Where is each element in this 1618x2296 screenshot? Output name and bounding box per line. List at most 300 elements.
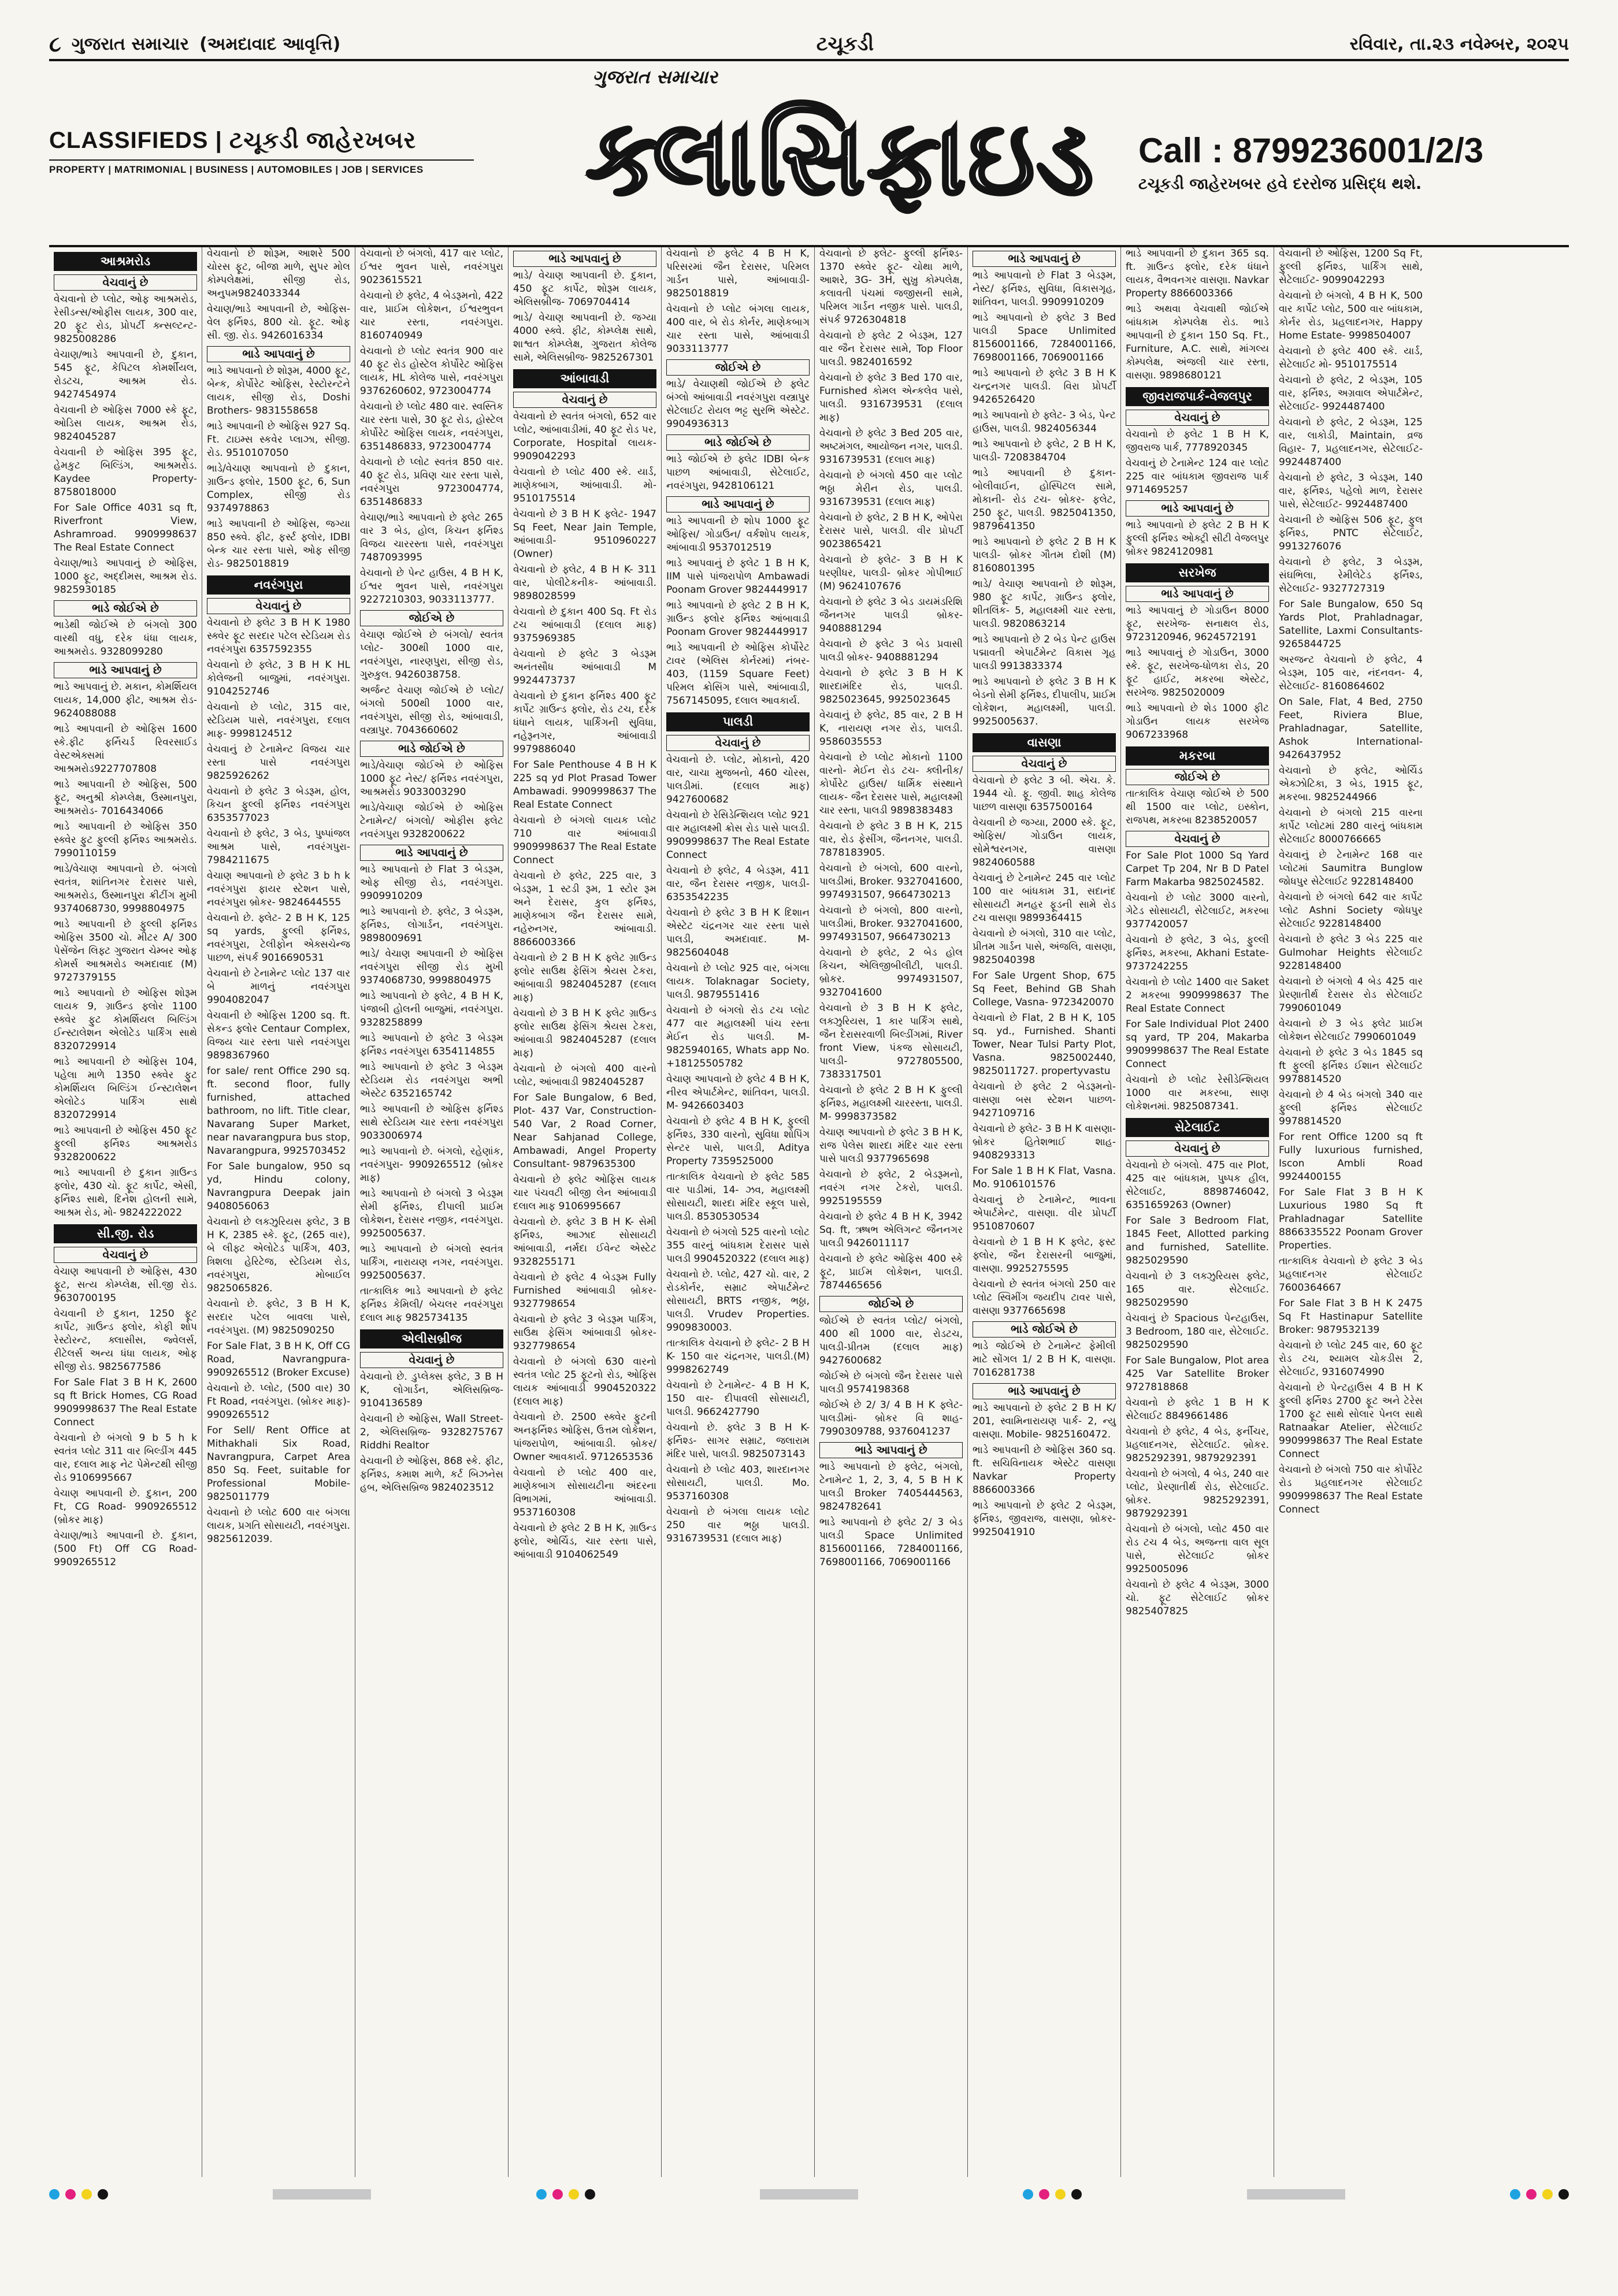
classified-ad: વેચવાનું છે ટેનામેન્ટ, ભાવના એપાર્ટમેન્ટ, વાસણા. વીર પ્રોપર્ટી 9510870607 (973, 1194, 1116, 1232)
classified-ad: વેચવાનો છે બંગલો 215 વારના કાર્પેટ પ્લોટમાં 280 વારનું બાંધકામ સેટેલાઈટ 8000766665 (1279, 807, 1423, 845)
classified-ad: વેચવાનો છે બંગલો લાયક પ્લોટ 710 વાર આંબાવાડી 9909998637 The Real Estate Connect (513, 815, 656, 866)
classified-ad: વેચવાનો છે ફ્લેટ 4 B H K, ફુલ્લી ફર્નિશ્ડ, 330 વારનો, સુવિધા શોપિંગ સેન્ટર પાસે, પાલડી, Aditya Property 7359525000 (666, 1116, 810, 1167)
classified-ad: વેચવાનો છે પ્લોટ, ઓફ આશ્રમરોડ, રેસીડન્સ/ઓફીસ લાયક, 300 વાર, 20 ફૂટ રોડ, પ્રોપર્ટી ક્ન્સલ્ટન્ટ- 9825008286 (54, 293, 197, 345)
magenta-dot (1039, 2189, 1049, 2200)
classified-ad: વેચવાનો છે ફ્લેટ 3 બેડ 225 વાર Gulmohar Heights સેટેલાઈટ 9228148400 (1279, 934, 1423, 972)
classified-ad: વેચવાનો છે. ફ્લેટ, 3 B H K, સરદાર પટેલ બાવલા પાસે, નવરંગપુરા. (M) 9825090250 (207, 1298, 350, 1336)
classified-ad: વેચવાનો છે બંગલો 750 વાર કોર્પોરેટ રોડ પ્રહલાદનગર સેટેલાઈટ 9909998637 The Real Estate Connect (1279, 1464, 1423, 1515)
classified-ad: વેચવાનો છે બંગલો, 310 વાર પ્લોટ, પ્રીતમ ગાર્ડન પાસે, અંજલિ, વાસણા, 9825040398 (973, 928, 1116, 966)
classified-ad: વેચાણ આપવાનો છે ફ્લેટ 4 B H K, નીરવ એપાર્ટમેન્ટ, શાંતિવન, પાલડી. M- 9426603403 (666, 1073, 810, 1112)
classified-ad: ભાડે આપવાની છે દુકાન ગ્રાઉન્ડ ફ્લોર, 430 ચો. ફૂટ કાર્પેટ, એસી, ફર્નિશ્ડ સાથે, દિનેશ હોલની સામે, આશ્રમ રોડ, મો- 9824222022 (54, 1167, 197, 1218)
classified-ad: વેચવાનો છે. ફ્લેટ 3 B H K- સેમી ફર્નિશ્ડ, આઝાદ સોસાયટી આંબાવાડી, નર્મદા ઈવેન્ટ એસ્ટેટ 9328255171 (513, 1216, 656, 1268)
category-subheading: ભાડે આપવાનું છે (973, 251, 1116, 267)
classified-ad: ભાડે આપવાનો છે ફ્લેટ 2 B H K ફુલ્લી ફર્નિશ્ડ ઓક્ટ્રી સીટી વેજલપુર બ્રોકર 9824120981 (1126, 519, 1269, 558)
category-subheading: ભાડે જોઈએ છે (360, 741, 503, 757)
locality-heading: નવરંગપુરા (207, 575, 350, 595)
classified-ad: વેચવાનો છે ફ્લેટ 4 B H K, પરિસરમાં જૈન દેરાસર, પરિમલ ગાર્ડન પાસે, આંબાવાડી- 9825018819 (666, 248, 810, 299)
classified-ad: ભાડે આપવાનો છે ફ્લેટ 2 B H K/ 201, સ્વામિનારાયણ પાર્ક- 2, ન્યુ વાસણા. Mobile- 9825160472. (973, 1402, 1116, 1440)
color-registration-dots-mid-right (1023, 2189, 1082, 2200)
classified-ad: વેચવાનો છે ફ્લેટ- ફુલ્લી ફર્નિશ્ડ- 1370 સ્ક્વેર ફૂટ- ચોથા માળે, આશરે, 3G- 3H, સુખ્રુ કોમ્પલેક્ષ, કલાવતી પંચમાં જજીસની સામે, પરિમલ ગાર્ડન નજીક પાસે. પાલડી, સંપર્ક 9726304818 (819, 248, 963, 326)
classified-ad: ભાડે/વેચાણ જોઈએ છે ઓફિસ ટેનામેન્ટ/ બંગલો/ ઓફીસ ફ્લેટ નવરંગપુરા 9328200622 (360, 802, 503, 840)
classified-ad: ભાડે/ વેચાણથી જોઈએ છે ફ્લેટ બંગ્લો આંબાવાડી નવરંગપુરા વસ્ત્રાપુર સેટેલાઈટ રોયલ ભટ્ટ સુરભિ એસ્ટેટ. 9904936313 (666, 378, 810, 430)
classified-ad: For Sale Office 4031 sq ft, Riverfront View, Ashramroad. 9909998637 The Real Estate Connect (54, 502, 197, 553)
classified-ad: વેચવાનો છે ફ્લેટ- 3 B H K વાસણા- બ્રોકર હિતેશભાઈ શાહ- 9408293313 (973, 1123, 1116, 1161)
classified-ad: વેચવાનો છે ફ્લેટ ઓફિસ લાયક ચાર પંચવટી બીજી લેન આંબાવાડી દલાલ માફ 9106995667 (513, 1174, 656, 1212)
classified-ad: ભાડે અથવા વેચવાથી જોઈએ બાંધકામ કોમ્પલેક્ષ રોડ. ભાડે આપવાની છે દુકાન 150 Sq. Ft., Furniture, A.C. સાથે, માંગલ્ય કોમ્પલેક્ષ, અંજલી ચાર રસ્તા, વાસણા. 9898680121 (1126, 303, 1269, 381)
classified-ad: ભાડે આપવાનો છે બંગલો સ્વતંત્ર પાર્કિંગ, નારાયણ નગર, નવરંગપુરા. 9925005637. (360, 1243, 503, 1281)
gray-strip-left (273, 2189, 371, 2200)
classified-ad: વેચવાનો છે ટેનામેન્ટ પ્લોટ 137 વાર બે માળનું નવરંગપુરા 9904082047 (207, 968, 350, 1006)
classified-ad: વેચવાનો છે પ્લોટ સ્વતંત્ર 850 વાર. 40 ફૂટ રોડ, પ્રવિણ ચાર રસ્તા પાસે, નવરંગપુરા 9723004774, 6351486833 (360, 456, 503, 508)
classified-column (509, 247, 662, 2177)
classified-ad: વેચવાનો છે ફ્લેટ 3 બેડ ડાયમંડરિશિ જૈનનગર પાલડી બ્રોકર- 9408881294 (819, 596, 963, 634)
classified-ad: વેચવાનો છે ફ્લેટ 2 બેડરૂમ, 127 વાર જૈન દેરાસર સામે, Top Floor પાલડી. 9824016592 (819, 330, 963, 368)
classified-ad: વેચવાનો છે ફ્લેટ 3 બેડરૂમ પાર્કિંગ, સાઉથ ફેસિંગ આંબાવાડી બ્રોકર- 9327798654 (513, 1314, 656, 1352)
brand-name: ગુજરાત સમાચાર (592, 66, 718, 88)
classified-ad: ભાડે આપવાનો છે. બંગલો, રહેણાંક, નવરંગપુરા- 9909265512 (બ્રોકર માફ) (360, 1146, 503, 1184)
category-subheading: જોઈએ છે (819, 1296, 963, 1312)
big-title: ક્લાસિફાઇડ (586, 98, 1096, 217)
classified-ad: ભાડે આપવાનો છે ફ્લેટ 3 બેડરૂમ સ્ટેડિયમ રોડ નવરંગપુરા અભી એસ્ટેટ 6352165742 (360, 1061, 503, 1099)
classified-ad: તાત્કાલિક વેચવાનો છે ફ્લેટ- 2 B H K- 150 વાર ચંદ્રનગર, પાલડી.(M) 9998262749 (666, 1338, 810, 1376)
classified-ad: વેચવાની છે ઓફિસ 395 ફૂટ, હેમકુટ બિલ્ડિંગ, આશ્રમરોડ. Kaydee Property- 8758018000 (54, 447, 197, 498)
category-subheading: ભાડે આપવાનું છે (819, 1442, 963, 1458)
color-registration-dots-right (1510, 2189, 1569, 2200)
classified-ad: વેચવાનો છે બંગલો રોડ ટચ પ્લોટ 477 વાર મહાલક્ષ્મી પાંચ રસ્તા મેઈન રોડ પાલડી. M- 9825940165, Whats app No. +18125505782 (666, 1005, 810, 1069)
top-bar-left (49, 31, 340, 57)
classified-ad: ભાડે આપવાની છે ઓફિસ 927 Sq. Ft. ટાઇમ્સ સ્કવેર પ્લાઝા, સીજી. રોડ. 9510107050 (207, 421, 350, 459)
classified-ad: વેચવાનો છે ફ્લેટ 400 સ્કે. યાર્ડ, સેટેલાઈટ મો- 9510175514 (1279, 345, 1423, 370)
classified-ad: તાત્કાલિક વેચાણ જોઈએ છે 500 થી 1500 વાર પ્લોટ, ઇસ્કોન, રાજપથ, મકરબા 8238520057 (1126, 788, 1269, 826)
classified-ad: વેચવાનો છે ફ્લેટ 2 B H K, ગ્રાઉન્ડ ફ્લોર, ઓર્ચિડ, ચાર રસ્તા પાસે, આંબાવાડી 9104062549 (513, 1522, 656, 1561)
classified-ad: ભાડે આપવાનો છે ફ્લેટ, બંગલો, ટેનામેન્ટ 1, 2, 3, 4, 5 B H K પાલડી Broker 7405444563, 9824782641 (819, 1461, 963, 1513)
category-subheading: વેચવાનું છે (1126, 410, 1269, 426)
category-subheading: ભાડે આપવાનું છે (1126, 586, 1269, 602)
classified-ad: વેચવાનું છે ફ્લેટ, 85 વાર, 2 B H K, નારાયણ નગર રોડ, પાલડી. 9586035553 (819, 709, 963, 748)
classified-ad: ભાડે આપવાનો છે શેડ 1000 ફીટ ગોડાઉન લાયક સરખેજ 9067233968 (1126, 703, 1269, 741)
classifieds-label (49, 128, 474, 154)
classified-ad: વેચવાનો છે. પ્લોટ, મોકાનો, 420 વાર, ચાચા મુજબનો, 460 ચોરસ, પાલડીમાં. (દલાલ માફ) 9427600682 (666, 754, 810, 805)
classified-ad: વેચવાનો છે ફ્લેટ- 3 B H K ધરણીધર, પાલડી- બ્રોકર ગોપીભાઈ (M) 9624107676 (819, 554, 963, 592)
classified-ad: ભાડે આપવાની છે દુકાન 365 sq. ft. ગ્રાઉન્ડ ફ્લોર, દરેક ધંધાને લાયક, વૈભવનગર વાસણા. Navkar Property 8866003366 (1126, 248, 1269, 299)
classified-ad: ભાડે આપવાનું છે ગોડાઉન 8000 ફૂટ, સરખેજ- સનાથલ રોડ, 9723120946, 9624572191 (1126, 605, 1269, 643)
classified-ad: વેચવાનો છે ફ્લેટ 1 B H K, જીવરાજ પાર્ક, 7778920345 (1126, 429, 1269, 454)
classifieds-label-block (49, 128, 474, 176)
classified-ad: વેચવાનો છે પેન્ટ હાઉસ, 4 B H K, ઈશ્વર ભુવન પાસે, નવરંગપુરા 9227210303, 9033113777. (360, 567, 503, 605)
classified-ad: તાત્કાલિક વેચવાનો છે ફ્લેટ 3 બેડ પ્રહલાદનગર સેટેલાઈટ 7600364667 (1279, 1255, 1423, 1294)
classified-ad: ભાડે/ વેચાણ આપવાનો છે શોરૂમ, 980 ફૂટ કાર્પેટ, ગ્રાઉન્ડ ફ્લોર, શીતલિંક- 5, મહાલક્ષ્મી ચાર રસ્તા, પાલડી. 9820863214 (973, 578, 1116, 630)
classified-ad: વેચવાનો છે બંગલા લાયક પ્લોટ 250 વાર ભઠ્ઠા પાલડી. 9316739531 (દલાલ માફ) (666, 1506, 810, 1544)
classified-ad: For Sale Plot 1000 Sq Yard Carpet Tp 204, Nr B D Patel Farm Makarba 9825024582. (1126, 850, 1269, 888)
category-subheading: ભાડે આપવાનું છે (360, 845, 503, 861)
classified-ad: ભાડે આપવાની છે ઓફિસ, જગ્યા 850 સ્ક્વે. ફીટ, ફર્સ્ટ ફ્લોર, IDBI બેન્ક ચાર રસ્તા પાસે, ઓફ સીજી રોડ- 9825018819 (207, 518, 350, 570)
classified-ad: ભાડે આપવાનો છે ફ્લેટ, 4 B H K, પંજાબી હોલની બાજુમાં, નવરંગપુરા. 9328258899 (360, 990, 503, 1028)
classified-ad: For Sell/ Rent Office at Mithakhali Six Road, Navrangpura, Carpet Area 850 Sq. Feet, suitable for Professional Mobile- 9825011779 (207, 1425, 350, 1503)
gray-strip-center (760, 2189, 858, 2200)
classified-ad: વેચવાનો છે ફ્લેટ, 4 બેડરૂમનો, 422 વાર, પ્રાઈમ લોકેશન, ઈશ્વરભુવન ચાર રસ્તા, નવરંગપુરા. 8160740949 (360, 290, 503, 341)
classified-ad: વેચવાનો છે 1 B H K ફ્લેટ, ફસ્ટ ફ્લોર, જૈન દેરાસરની બાજુમાં, વાસણા. 9925275595 (973, 1236, 1116, 1275)
classified-ad: વેચવાનો છે ફ્લેટ, 3 બેડરૂમ, 140 વાર, ફર્નિશ્ડ, પહેલો માળ, દેરાસર પાસે, સેટેલાઈટ- 9924487400 (1279, 472, 1423, 510)
classified-ad: વેચવાની છે ઓફિસ, 868 સ્કે. ફીટ, ફર્નિશ્ડ, કમાશ માળે, કર્ટ બિઝનેસ હબ, એલિસબ્રિજ 9824023512 (360, 1455, 503, 1493)
classified-ad: ભાડે આપવાની છે ફુલ્લી ફર્નિશ્ડ ઓફિસ 3500 ચો. મીટર A/ 300 પેસેંજેન લિફ્ટ ગુજરાત ચેમ્બર ઓફ કોમર્સ આશ્રમરોડ અમદાવાદ (M) 9727379155 (54, 919, 197, 983)
classified-column (49, 247, 202, 2177)
classified-ad: ભાડે આપવાનો છે ફ્લેટ, 2 B H K, પાલડી- 7208384704 (973, 439, 1116, 463)
classified-column (662, 247, 815, 2177)
classified-ad: ભાડે આપવાનો છે Flat 3 બેડરૂમ, નેસ્ટ/ ફર્નિશ્ડ, સુવિધા, વિકાસગૃહ, શાંતિવન, પાલડી. 9909910209 (973, 270, 1116, 308)
classified-ad: ભાડે આપવાનો છે ફ્લેટ 3 બેડરૂમ ફર્નિશ્ડ નવરંગપુરા 6354114855 (360, 1032, 503, 1057)
classified-ad: વેચવાનો છે ફ્લેટ 3 બેડ 1845 sq ft ફુલ્લી ફર્નિશ્ડ ઈશાન સેટેલાઈટ 9978814520 (1279, 1047, 1423, 1085)
classified-ad: ભાડે આપવાની છે ઓફિસ 450 ફૂટ ફુલ્લી ફર્નિશ્ડ આશ્રમરોડ 9328200622 (54, 1125, 197, 1163)
classified-ad: વેચવાનું છે Spacious પેન્ટહાઉસ, 3 Bedroom, 180 વાર, સેટેલાઈટ. 9825029590 (1126, 1313, 1269, 1351)
category-subheading: જોઈએ છે (1126, 769, 1269, 785)
classified-ad: For Sale 3 Bedroom Flat, 1845 Feet, Allotted parking and furnished, Satellite. 9825029590 (1126, 1215, 1269, 1266)
classified-ad: વેચવાનો છે. પ્લોટ, 427 ચો. વાર, 2 રોડકોર્નર, સમ્રાટ એપાર્ટમેન્ટ સોસાયટી, BRTS નજીક, ભઠ્ઠા, પાલડી. Vrudev Properties. 9909830003. (666, 1269, 810, 1333)
page-number: ૮ (49, 31, 61, 57)
category-subheading: ભાડે આપવાનું છે (54, 662, 197, 678)
magenta-dot (65, 2189, 76, 2200)
classified-ad: વેચાણ/ભાડે આપવાનો છે ફ્લેટ 265 વાર 3 બેડ, હોલ, કિચન ફર્નિશ્ડ વિજય ચારરસ્તા પાસે, નવરંગપુરા 7487093995 (360, 512, 503, 563)
classified-ad: વેચવાનો છે Flat, 2 B H K, 105 sq. yd., Furnished. Shanti Tower, Near Tulsi Party Plot, Vasna. 9825002440, 9825011727. propertyvastu (973, 1012, 1116, 1077)
classified-ad: For Sale Flat 3 B H K Luxurious 1980 Sq ft Prahladnagar Satellite 8866335522 Poonam Grover Properties. (1279, 1187, 1423, 1251)
classified-ad: વેચવાનો છે સ્વતંત્ર બંગલો 250 વાર પ્લોટ સ્વિમીંગ જયદીપ ટાવર પાસે, વાસણા 9377665698 (973, 1279, 1116, 1317)
classifieds-en: CLASSIFIEDS (49, 128, 209, 153)
classified-ad: વેચવાનો છે ફ્લેટ ઓફિસ 400 સ્કે ફૂટ, પ્રાઈમ લોકેશન, પાલડી. 7874465656 (819, 1253, 963, 1291)
classified-ad: ભાડે આપવાનો છે Flat 3 બેડરૂમ, ઓફ સીજી રોડ, નવરંગપુરા. 9909910209 (360, 864, 503, 902)
classified-ad: વેચવાનો છે પ્લોટ સ્વતંત્ર 900 વાર 40 ફૂટ રોડ હોસ્ટેલ કોર્પોરેટ ઓફિસ લાયક, HL કોલેજ પાસે, નવરંગપુરા 9376260602, 9723004774 (360, 345, 503, 397)
classified-ad: અર્જન્ટ વેચાણ જોઈએ છે પ્લોટ/બંગલો 500થી 1000 વાર, નવરંગપુરા, સીજી રોડ, આંબાવાડી, વસ્ત્રાપુર. 7043660602 (360, 685, 503, 736)
classified-ad: વેચાણ/ભાડે આપવાની છે. દુકાન, (500 Ft) Off CG Road- 9909265512 (54, 1530, 197, 1568)
classified-ad: વેચવાનો છે. ફ્લેટ- 2 B H K, 125 sq yards, ફુલ્લી ફર્નિશ્ડ, નવરંગપુરા, ટેલીફોન એક્સચેન્જ પાછળ, સંપર્ક 9016690531 (207, 912, 350, 964)
classified-ad: વેચાણ/ભાડે આપવાનું છે ઓફિસ, 1000 ફૂટ, અદ્દીમસ, આશ્રમ રોડ. 9825930185 (54, 558, 197, 596)
classified-ad: વેચવાનો છે બંગલો 630 વારનો સ્વતંત્ર પ્લોટ 25 ફૂટનો રોડ, ઓફિસ લાયક આંબાવાડી 9904520322 (દલાલ માફ) (513, 1356, 656, 1407)
classified-ad: વેચવાનો છે પ્લોટ, 315 વાર, સ્ટેડિયમ પાસે, નવરંગપુરા, દલાલ માફ- 9998124512 (207, 701, 350, 740)
classified-ad: વેચવાનો છે ફ્લેટ 3 બેડરૂમ, હોલ, કિચન ફુલ્લી ફર્નિશ્ડ નવરંગપુરા 6353577023 (207, 786, 350, 824)
classified-ad: for sale/ rent Office 290 sq. ft. second floor, fully furnished, attached bathroom, no lift. Title clear, Navarang Super Market, near navarangpura bus stop, Navarangpura, 9925703452 (207, 1065, 350, 1157)
classified-ad: ભાડે આપવાનો છે શોરૂમ, 4000 ફૂટ, બેન્ક, કોર્પોરેટ ઓફિસ, રેસ્ટોરન્ટને લાયક, સીજી રોડ, Doshi Brothers- 9831558658 (207, 365, 350, 417)
classified-ad: વેચવાની છે ઓફિસ 1200 sq. ft. સેકન્ડ ફ્લોર Centaur Complex, વિજય ચાર રસ્તા પાસે નવરંગપુરા 9898367960 (207, 1010, 350, 1061)
classified-ad: ભાડે આપવાનો છે 2 બેડ પેન્ટ હાઉસ પદ્માવતી એપાર્ટમેન્ટ વિકાસ ગૃહ પાલડી 9913833374 (973, 634, 1116, 672)
classified-ad: ભાડે જોઈએ છે ટેનામેન્ટ ફેમીલી માટે સોંગલ 1/ 2 B H K, વાસણા. 7016281738 (973, 1340, 1116, 1379)
classified-ad: વેચવાનો છે બંગલો 9 b 5 h k સ્વતંત્ર પ્લોટ 311 વાર બિલ્ડીંગ 445 વાર, દલાલ માફ નેટ પેમેન્ટથી સીજી રોડ 9106995667 (54, 1432, 197, 1484)
label-separator: | (215, 128, 229, 153)
classified-ad: વેચવાનો છે. પ્લોટ, (500 વાર) 30 Ft Road, નવરંગપુરા. (બ્રોકર માફ)- 9909265512 (207, 1383, 350, 1421)
classified-column (355, 247, 509, 2177)
classified-ad: વેચવાનો છે પ્લોટ 3000 વારનો, ગેટેડ સોસાયટી, સેટેલાઈટ, મકરબા 9377420057 (1126, 892, 1269, 930)
classified-ad: વેચવાનો છે પ્લોટ 400 વાર, માણેકબાગ સોસાયટીના અંદરના વિભાગમાં, આંબાવાડી. 9537160308 (513, 1467, 656, 1518)
category-subheading: વેચવાનું છે (666, 735, 810, 751)
classified-ad: વેચાણ આપવાનો છે ફ્લેટ 3 B H K, રાજ પેલેસ શારદા મંદિર ચાર રસ્તા પાસે પાલડી 9377965698 (819, 1127, 963, 1165)
classified-ad: ભાડે આપવાનો છે બંગલો 3 બેડરૂમ સેમી ફર્નિશ્ડ, દીપાલી પ્રાઈમ લોકેશન, દેરાસર નજીક, નવરંગપુરા. 9925005637. (360, 1188, 503, 1239)
classified-ad: For Sale Flat 3 B H K 2475 Sq Ft Hastinapur Satellite Broker: 9879532139 (1279, 1298, 1423, 1336)
classified-ad: વેચવાનો છે ફ્લેટ, 2 બેડરૂમનો, નવરંગ નગર ટેકરો, પાલડી. 9925195559 (819, 1169, 963, 1207)
top-bar (49, 29, 1569, 61)
classified-ad: વેચવાનો છે પ્લોટ 400 સ્કે. યાર્ડ, માણેકબાગ, આંબાવાડી. મો- 9510175514 (513, 466, 656, 504)
classified-ad: વેચવાનો છે ફ્લેટ, 2 બેડરૂમ, 105 વાર, ફર્નિશ્ડ, અગ્રવાલ એપાર્ટમેન્ટ, સેટેલાઈટ- 9924487400 (1279, 374, 1423, 413)
classified-ad: ભાડે આપવાની છે ઓફિસ 360 sq. ft. સચિવિનાયક એસ્ટેટ વાસણા Navkar Property 8866003366 (973, 1444, 1116, 1496)
classified-ad: વેચવાનો છે ફ્લેટ 4 બેડરૂમ Fully Furnished આંબાવાડી બ્રોકર- 9327798654 (513, 1272, 656, 1310)
classified-column (1121, 247, 1274, 2177)
classified-ad: ભાડે/વેચાણ જોઈએ છે ઓફિસ 1000 ફૂટ નેસ્ટ/ ફર્નિશ્ડ નવરંગપુરા, આશ્રમરોડ 9033003290 (360, 760, 503, 798)
classified-ad: વેચવાનો છે. ડુપ્લેક્સ ફ્લેટ, 3 B H K, લોગાર્ડન, એલિસબ્રિજ- 9104136589 (360, 1371, 503, 1409)
classified-ad: ભાડે આપવાનો છે ફ્લેટ 3 B H K બેડનો સેમી ફર્નિશ્ડ, દીપાલીપ, પ્રાઈમ લોકેશન, મહાલક્ષ્મી, પાલડી. 9925005637. (973, 676, 1116, 727)
classified-ad: વેચવાનો છે ફ્લેટ, 225 વાર, 3 બેડરૂમ, 1 સ્ટડી રૂમ, 1 સ્ટોર રૂમ અને દેરાસર, કુલ ફર્નિશ્ડ, માણેકબાગ જૈન દેરાસર સામે, નહેરુનગર, આંબાવાડી. 8866003366 (513, 870, 656, 948)
classified-ad: For Sale Penthouse 4 B H K 225 sq yd Plot Prasad Tower Ambawadi. 9909998637 The Real Estate Connect (513, 759, 656, 811)
classified-ad: વેચવાનો છે ફ્લેટ 3 બેડ પ્રવાસી પાલડી બ્રોકર- 9408881294 (819, 638, 963, 663)
classified-ad: વેચવાનો છે 3 B H K ફ્લેટ ગ્રાઉન્ડ ફ્લોર સાઉથ ફેસિંગ શ્રેયસ ટેકરા, આંબાવાડી 9824045287 (દલાલ માફ) (513, 1008, 656, 1059)
classified-ad: વેચવાનો છે લક્ઝુરિયસ ફ્લેટ, 3 B H K, 2385 સ્કે. ફૂટ, (265 વાર), બે લીફ્ટ એલોટેડ પાર્કિંગ, 403, ત્રિશલા હેરિટેજ, સ્ટેડિયમ રોડ, નવરંગપુરા, મોબાઈલ 9825065826. (207, 1216, 350, 1294)
locality-heading: સરખેજ (1126, 563, 1269, 582)
classified-ad: ભાડે આપવાનું છે ગોડાઉન, 3000 સ્કે. ફૂટ, સરખેજ-ધોળકા રોડ, 20 ફૂટ હાઈટ, મકરબા એસ્ટેટ, સરખેજ. 9825020009 (1126, 647, 1269, 699)
category-subheading: વેચવાનું છે (54, 1247, 197, 1263)
classified-ad: વેચવાનો છે ફ્લેટ 3 B H K શારદામંદિર રોડ, પાલડી. 9825023645, 9925023645 (819, 667, 963, 705)
classified-ad: વેચવાનો છે બંગલો 525 વારનો પ્લોટ 355 વારનું બાંધકામ દેરાસર પાસે પાલડી 9904520322 (દલાલ માફ) (666, 1227, 810, 1265)
classified-ad: વેચવાનો છે ફ્લેટ, 2 બેડ હોલ કિચન, એલિજીબીલીટી, પાલડી. બ્રોકર. 9974931507, 9327041600 (819, 947, 963, 998)
classified-ad: વેચાણ આપવાનો છે ફ્લેટ 3 b h k નવરંગપુરા ફાયર સ્ટેશન પાસે, નવરંગપુરા બ્રોકર- 9824644555 (207, 870, 350, 908)
cyan-dot (536, 2189, 547, 2200)
daily-note: ટચૂકડી જાહેરખબર હવે દરરોજ પ્રસિદ્ધ થશે. (1138, 175, 1422, 193)
classified-ad: વેચવાનો છે ફ્લેટ, 4 B H K- 311 વાર, પોલીટેકનીક- આંબાવાડી. 9898028599 (513, 564, 656, 602)
classified-ad: ભાડે આપવાનો છે ફ્લેટ- 3 બેડ, પેન્ટ હાઉસ, પાલડી. 9824056344 (973, 410, 1116, 434)
classified-ad: વેચવાનો છે ફ્લેટ 3 B H K દિશાન એસ્ટેટ ચંદ્રનગર ચાર રસ્તા પાસે પાલડી, અમદાવાદ. M- 9825604048 (666, 907, 810, 958)
classified-ad: વેચવાનો છે પ્લોટ 403, શારદાનગર સોસાયટી, પાલડી. Mo. 9537160308 (666, 1464, 810, 1502)
locality-heading: મકરબા (1126, 746, 1269, 766)
contact-block (1138, 131, 1569, 194)
category-subheading: વેચવાનું છે (207, 598, 350, 614)
classified-ad: વેચવાનો છે બંગલો, 4 બેડ, 240 વાર પ્લોટ, પ્રેરણાતીર્થ રોડ, સેટેલાઈટ. બ્રોકર. 9825292391, 9879292391 (1126, 1468, 1269, 1519)
classified-ad: ભાડે આપવાનું છે ફ્લેટ 1 B H K, IIM પાસે પાંજરાપોળ Ambawadi Poonam Grover 9824449917 (666, 558, 810, 596)
classified-ad: For Sale Bungalow, 6 Bed, Plot- 437 Var, Construction- 540 Var, 2 Road Corner, Near Sahjanad College, Ambawadi, Angel Property Consultant- 9879635300 (513, 1092, 656, 1170)
classified-ad: વેચાણ આપવાની છે. દુકાન, 200 Ft, CG Road- 9909265512 (બ્રોકર માફ) (54, 1488, 197, 1526)
classified-ad: જોઈએ છે 2/ 3/ 4 B H K ફ્લેટ- પાલડીમાં- બ્રોકર વિ શાહ- 7990309788, 9376041237 (819, 1399, 963, 1437)
classified-ad: વેચવાનો છે ફ્લેટ 1 B H K સેટેલાઈટ 8849661486 (1126, 1397, 1269, 1422)
classified-ad: વેચવાનો છે દુકાન 400 Sq. Ft રોડ ટચ આંબાવાડી (દલાલ માફ) 9375969385 (513, 606, 656, 644)
classified-ad: For Sale Flat, 3 B H K, Off CG Road, Navrangpura- 9909265512 (Broker Excuse) (207, 1340, 350, 1379)
category-subheading: વેચવાનું છે (1126, 1140, 1269, 1157)
classified-ad: વેચાણ/ભાડે આપવાની છે, ઓફિસ- વેલ ફર્નિશ્ડ, 800 ચો. ફૂટ. ઓફ સી. જી. રોડ. 9426016334 (207, 303, 350, 341)
issue-date: રવિવાર, તા.૨૩ નવેમ્બર, ૨૦૨૫ (1349, 34, 1569, 54)
classified-ad: વેચવાનો છે 4 બેડ બંગલો 340 વાર ફુલ્લી ફર્નિશ્ડ સેટેલાઈટ 9978814520 (1279, 1089, 1423, 1127)
classified-ad: ભાડે/ વેચાણ આપવાની છે ઓફિસ નવરંગપુરા સીજી રોડ મુખી 9374068730, 9998804975 (360, 948, 503, 986)
classified-ad: ભાડે આપવાની છે ઓફિસ 104, પહેલા માળે 1350 સ્ક્વેર ફુટ કોમર્શિયલ બિલ્ડિંગ ઈન્સ્ટાલેશન એલોટેડ પાર્કિંગ સાથે 8320729914 (54, 1056, 197, 1121)
black-dot (1071, 2189, 1082, 2200)
category-subheading: ભાડે જોઈએ છે (973, 1321, 1116, 1338)
category-subheading: વેચવાનું છે (1126, 831, 1269, 847)
classified-ad: વેચવાનો છે બંગલો, 800 વારનો, પાલડીમાં, Broker. 9327041600, 9974931507, 9664730213 (819, 905, 963, 943)
classified-ad: For Sale Urgent Shop, 675 Sq Feet, Behind GB Shah College, Vasna- 9723420070 (973, 970, 1116, 1008)
classified-ad: વેચવાનો છે. ફ્લેટ 3 B H K- ફર્નિશ્ડ- સાગર સમ્રાટ, જલારામ મંદિર પાસે, પાલડી. 9825073143 (666, 1422, 810, 1460)
classified-ad: જોઈએ છે બંગલો જૈન દેરાસર પાસે પાલડી 9574198368 (819, 1370, 963, 1395)
locality-heading: આંબાવાડી (513, 369, 656, 388)
classified-ad: ભાડે આપવાનો છે ફ્લેટ 2/ 3 બેડ પાલડી Space Unlimited 8156001166, 7284001166, 7698001166, 7069001166 (819, 1517, 963, 1568)
classified-ad: ભાડે આપવાનું છે. મકાન, કોમર્શિયલ લાયક, 14,000 ફીટ, આશ્રમ રોડ- 9624088088 (54, 681, 197, 719)
page-frame (49, 29, 1569, 2242)
classified-ad: For Sale Flat 3 B H K, 2600 sq ft Brick Homes, CG Road 9909998637 The Real Estate Connect (54, 1377, 197, 1428)
classified-ad: વેચવાનું છે ટેનામેન્ટ 245 વાર પ્લોટ 100 વાર બાંધકામ 31, સદાનંદ સોસાયટી મનહર ફૂડની સામે રોડ ટચ વાસણા 9899364415 (973, 872, 1116, 924)
classified-ad: For Sale Bungalow, 650 Sq Yards Plot, Prahladnagar, Satellite, Laxmi Consultants- 9265844725 (1279, 599, 1423, 650)
classified-ad: For Sale bungalow, 950 sq yd, Hindu colony, Navrangpura Deepak jain 9408056063 (207, 1161, 350, 1212)
locality-heading: સેટેલાઈટ (1126, 1118, 1269, 1137)
locality-heading: પાલડી (666, 712, 810, 731)
classified-ad: વેચવાનો છે બંગલો, પ્લોટ 450 વાર રોડ ટચ 4 બેડ, અજન્તા વાલ સૂલ પાસે, સેટેલાઈટ બ્રોકર 9925005096 (1126, 1524, 1269, 1575)
classified-ad: વેચવાનો છે બંગલો, 4 B H K, 500 વાર કાર્પેટ પ્લોટ, 500 વાર બાંધકામ, કોર્નર રોડ, પ્રહલાદનગર, Happy Home Estate- 9998504007 (1279, 290, 1423, 341)
yellow-dot (569, 2189, 579, 2200)
classified-ad: ભાડે જોઈએ છે ફ્લેટ IDBI બેન્ક પાછળ આંબાવાડી, સેટેલાઈટ, નવરંગપુરા, 9428106121 (666, 454, 810, 492)
classified-ad: વેચવાનો છે પ્લોટ બંગલા લાયક, 400 વાર, બે રોડ કોર્નર, માણેકબાગ ચાર રસ્તા પાસે, આંબાવાડી 9033113777 (666, 303, 810, 355)
category-list: PROPERTY | MATRIMONIAL | BUSINESS | AUTOMOBILES | JOB | SERVICES (49, 159, 474, 176)
classified-ad: ભાડે આપવાનો છે ફ્લેટ 3 B H K ચન્દ્રનગર પાલડી. વિરા પ્રોપર્ટી 9426526420 (973, 367, 1116, 406)
classified-ad: વેચવાનો છે 3 B H K ફ્લેટ, લક્ઝુરિયસ, 1 કાર પાર્કિંગ સાથે, જૈન દેરાસરવાળી બિલ્ડીંગમાં, River front View, પંકજ સોસાયટી, પાલડી- 9727805500, 7383317501 (819, 1002, 963, 1080)
classified-ad: વેચવાનો છે પ્લોટ મોકાનો 1100 વારનો- મેઈન રોડ ટચ- ક્લીનીક/ કોર્પોરેટ હાઉસ/ ધાર્મિક સંસ્થાને લાયક- જૈન દેરાસર પાસે, મહાલક્ષ્મી ચાર રસ્તા, પાલડી 9898383483 (819, 752, 963, 816)
classified-ad: વેચવાનો છે દુકાન ફર્નિશ્ડ 400 ફૂટ કાર્પેટ ગ્રાઉન્ડ ફ્લોર, રોડ ટચ, દરેક ધંધાને લાયક, પાર્કિંગની સુવિધા, નહેરૂનગર, આંબાવાડી 9979886040 (513, 690, 656, 755)
classified-ad: તાત્કાલિક વેચવાનો છે ફ્લેટ 585 વાર પાડીમાં, 14- ઝવ, મહાલક્ષ્મી સોસાયટી, શારદા મંદિર સ્કૂલ પાસે, પાલડી. 8530530534 (666, 1171, 810, 1223)
classified-ad: વેચવાનું છે ટેનામેન્ટ વિજય ચાર રસ્તા પાસે નવરંગપુરા 9825926262 (207, 744, 350, 782)
classified-ad: વેચવાનો છે ફ્લેટ 3 બી. એચ. કે. 1944 ચો. ફૂ. જીવી. શાહ કોલેજ પાછળ વાસણા 6357500164 (973, 775, 1116, 813)
classified-ad: ભાડે આપવાનો છે ફ્લેટ 2 B H K પાલડી- બ્રોકર ગૌતમ દોશી (M) 8160801395 (973, 536, 1116, 574)
classified-ad: ભાડે/ વેચાણ આપવાની છે. દુકાન, 450 ફૂટ કાર્પેટ, શોરૂમ લાયક, એલિસબ્રીજ- 7069704414 (513, 270, 656, 308)
classified-ad: જોઈએ છે સ્વતંત્ર પ્લોટ/ બંગલો, 400 થી 1000 વાર, રોડટચ, પાલડી-પ્રીતમ (દલાલ માફ) 9427600682 (819, 1315, 963, 1366)
classified-ad: વેચવાનું છે ટેનામેન્ટ 168 વાર પ્લોટમાં Saumitra Bunglow જોધપુર સેટેલાઈટ 9228148400 (1279, 849, 1423, 887)
classified-ad: ભાડે આપવાની છે ઓફિસ 1600 સ્કે.ફીટ ફર્નિચર્ડ રિવરસાઈડ વેસ્ટએક્સમાં આશ્રમરોડ9227707808 (54, 723, 197, 775)
classified-ad: વેચાણ/ભાડે આપવાની છે, દુકાન, 545 ફૂટ, કેપિટલ કોમર્શીયલ, રોડટચ, આશ્રમ રોડ. 9427454974 (54, 349, 197, 400)
classified-ad: વેચવાનો છે સ્વતંત્ર બંગલો, 652 વાર પ્લોટ, આંબાવાડીમાં, 40 ફૂટ રોડ પર, Corporate, Hospital લાયક- 9909042293 (513, 411, 656, 462)
classified-ad: વેચવાનો છે ફ્લેટ 3 બેડરૂમ અનંતસૌધ આંબાવાડી M 9924473737 (513, 648, 656, 686)
classified-ad: વેચવાનો છે ટેનામેન્ટ- 4 B H K, 150 વાર- દીપાવલી સોસાયટી, પાલડી. 9662427790 (666, 1380, 810, 1418)
classified-ad: વેચવાનો છે ફ્લેટ 4 બેડરૂમ, 3000 ચો. ફૂટ સેટેલાઈટ બ્રોકર 9825407825 (1126, 1579, 1269, 1617)
category-subheading: ભાડે જોઈએ છે (54, 600, 197, 616)
black-dot (98, 2189, 108, 2200)
classified-ad: ભાડે આપવાનો છે. ફ્લેટ, 3 બેડરૂમ, ફર્નિશ્ડ, લોગાર્ડન, નવરંગપુરા. 9898009691 (360, 906, 503, 944)
classified-ad: વેચવાનું છે ટેનામેન્ટ 124 વાર પ્લોટ 225 વાર બાંધકામ જીવરાજ પાર્ક 9714695257 (1126, 458, 1269, 496)
classified-ad: વેચવાનો છે બંગલો 4 બેડ 425 વાર પ્રેરણાતીર્થ દેરાસર રોડ સેટેલાઈટ 7990601049 (1279, 976, 1423, 1014)
classified-ad: વેચવાની છે ઓફિસ, Wall Street- 2, એલિસબ્રિજ- 9328275767 Riddhi Realtor (360, 1413, 503, 1451)
classified-ad: વેચવાનો છે બંગલો 642 વાર કાર્પેટ પ્લોટ Ashni Society જોધપુર સેટેલાઈટ 9228148400 (1279, 891, 1423, 930)
classified-ad: વેચવાનો છે પેન્ટહાઉસ 4 B H K ફુલ્લી ફર્નિશ્ડ 2700 ફૂટ અને ટેરેસ 1700 ફૂટ સાથે સોલાર પેનલ સાથે Ratnaakar Atelier, સેટેલાઈટ 9909998637 The Real Estate Connect (1279, 1382, 1423, 1460)
classified-ad: વેચવાની છે ઓફિસ 7000 સ્કે ફૂટ, ઓડિસ લાયક, આશ્રમ રોડ, 9824045287 (54, 404, 197, 443)
classified-column (968, 247, 1121, 2177)
classified-ad: ભાડે આપવાનો છે ફ્લેટ 2 B H K, ગ્રાઉન્ડ ફ્લોર ફર્નિશ્ડ આંબાવાડી Poonam Grover 9824449917 (666, 600, 810, 638)
classified-ad: વેચવાનો છે ફ્લેટ 3 B H K 1980 સ્ક્વેર ફૂટ સરદાર પટેલ સ્ટેડિયમ રોડ નવરંગપુરા 6357592355 (207, 617, 350, 655)
classified-ad: On Sale, Flat, 4 Bed, 2750 Feet, Riviera Blue, Prahladnagar, Satellite, Ashok International- 9426437952 (1279, 696, 1423, 761)
classified-ad: અરજન્ટ વેચવાનો છે ફ્લેટ, 4 બેડરૂમ, 105 વાર, નંદનવન- 4, સેટેલાઈટ- 8160864602 (1279, 654, 1423, 692)
gray-strip-right (1247, 2189, 1345, 2200)
print-registration-bar (49, 2183, 1569, 2206)
category-subheading: જોઈએ છે (360, 610, 503, 626)
classified-ad: વેચવાનો છે ફ્લેટ, 3 બેડરૂમ, સંઘભિલા, રેમીલેટેડ ફર્નિશ્ડ, સેટેલાઈટ- 9327727319 (1279, 556, 1423, 595)
classified-ad: વેચાણ આપવાની છે ઓફિસ, 430 ફૂટ, સત્ય કોમ્પ્લેક્ષ, સી.જી રોડ. 9630700195 (54, 1266, 197, 1304)
classified-ad: ભાડે આપવાનો છે ફ્લેટ 3 Bed પાલડી Space Unlimited 8156001166, 7284001166, 7698001166, 7069001166 (973, 312, 1116, 363)
paper-name: ગુજરાત સમાચાર (71, 34, 190, 54)
classified-ad: વેચવાનો છે બંગલો. 475 વાર Plot, 425 વાર બાંધકામ, પુષ્પક હીલ, સેટેલાઈટ, 8898746042, 6351659263 (Owner) (1126, 1160, 1269, 1211)
yellow-dot (1055, 2189, 1066, 2200)
classified-ad: વેચવાનો છે ફ્લેટ 2 બેડરૂમનો- વાસણા બસ સ્ટેશન પાછળ- 9427109716 (973, 1081, 1116, 1119)
category-subheading: વેચવાનું છે (973, 756, 1116, 772)
category-subheading: ભાડે આપવાનું છે (973, 1383, 1116, 1399)
classified-ad: વેચાણ જોઈએ છે બંગલો/ સ્વતંત્ર પ્લોટ- 300થી 1000 વાર, નવરંગપુરા, નારણપુરા, સીજી રોડ, ગુરુકુલ. 9426038758. (360, 629, 503, 681)
classified-ad: વેચવાનો છે પ્લોટ 245 વાર, 60 ફૂટ રોડ ટચ, શ્યામલ ચોકડીસ 2, સેટેલાઈટ, 9316074990 (1279, 1340, 1423, 1378)
edition: (અમદાવાદ આવૃત્તિ) (199, 34, 341, 54)
classified-ad: ભાડે આપવાનો છે ઓફિસ શોરૂમ લાયક 9, ગ્રાઉન્ડ ફ્લોર 1100 સ્ક્વેર ફુટ કોમર્શિયલ બિલ્ડિંગ ઈન્સ્ટાલેશન એલોટેડ પાર્કિંગ સાથે 8320729914 (54, 987, 197, 1052)
yellow-dot (81, 2189, 92, 2200)
classified-ad: વેચવાની છે જગ્યા, 2000 સ્કે. ફૂટ, ઓફિસ/ ગોડાઉન લાયક, સોમેશ્વરનગર, વાસણા 9824060588 (973, 817, 1116, 868)
classified-ad: ભાડે આપવાની છે ઓફિસ 350 સ્ક્વેર ફુટ ફુલ્લી ફર્નિશ્ડ આશ્રમરોડ. 7990110159 (54, 821, 197, 859)
classified-ad: વેચવાનો છે શોરૂમ, આશરે 500 ચોરસ ફૂટ, બીજા માળે, સુપર મોલ કોમ્પલેક્ષમાં, સીજી રોડ, અનુપમ9824033344 (207, 248, 350, 299)
section-title: ટચૂકડી (816, 32, 874, 55)
classified-ad: વેચવાનો છે પ્લોટ 600 વાર બંગલા લાયક, પ્રગતિ સોસાયટી, નવરંગપુરા. 9825612039. (207, 1507, 350, 1545)
classified-ad: વેચવાનો છે ફ્લેટ, 4 બેડરૂમ, 411 વાર, જૈન દેરાસર નજીક, પાલડી- 6353542235 (666, 865, 810, 903)
classified-ad: વેચવાનો છે પ્લોટ 480 વાર. સ્વસ્તિક ચાર રસ્તા પાસે, 30 ફૂટ રોડ, હોસ્ટેલ કોર્પોરેટ ઓફિસ લાયક, નવરંગપુરા, 6351486833, 9723004774 (360, 401, 503, 452)
classified-ad: વેચવાનો છે ફ્લેટ 2 B H K ફુલ્લી ફર્નિશ્ડ, મહાલક્ષ્મી ચારરસ્તા, પાલડી. M- 9998373582 (819, 1084, 963, 1123)
magenta-dot (1526, 2189, 1537, 2200)
call-number: Call : 8799236001/2/3 (1138, 131, 1484, 170)
classified-ad: વેચવાનો છે ફ્લેટ, 2 બેડરૂમ, 125 વાર, લાકોડી, Maintain, વ્રજ વિહાર- 7, પ્રહલાદનગર, સેટેલાઈટ- 9924487400 (1279, 417, 1423, 468)
category-subheading: ભાડે આપવાનું છે (207, 346, 350, 362)
classified-ad: For Sale 1 B H K Flat, Vasna. Mo. 9106101576 (973, 1165, 1116, 1190)
cyan-dot (1510, 2189, 1520, 2200)
cyan-dot (49, 2189, 60, 2200)
category-subheading: ભાડે જોઈએ છે (666, 434, 810, 451)
classifieds-columns (49, 247, 1569, 2177)
classified-ad: વેચવાનો છે બંગલો 400 વારનો પ્લોટ, આંબાવાડી 9824045287 (513, 1063, 656, 1088)
category-subheading: ભાડે આપવાનું છે (666, 496, 810, 512)
classified-ad: વેચવાનો છે ફ્લેટ, 3 બેડ, પુષ્પાંજલ આશ્રમ પાસે, નવરંગપુરા- 7984211675 (207, 828, 350, 866)
color-registration-dots-mid-left (536, 2189, 595, 2200)
classified-ad: વેચવાની છે દુકાન, 1250 ફૂટ કાર્પેટ, ગ્રાઉન્ડ ફ્લોર, કોફી શોપ રેસ્ટોરન્ટ, ક્લાસીસ, જ્વેલર્સ, રીટેલર્સ અન્ય ધંધા લાયક, ઓફ સીજી રોડ. 9825677586 (54, 1308, 197, 1373)
classified-ad: વેચવાનો છે ફ્લેટ, 3 B H K HL કોલેજની બાજુમાં, નવરંગપુરા. 9104252746 (207, 659, 350, 697)
yellow-dot (1542, 2189, 1553, 2200)
classified-ad: વેચવાનો છે રેસિડેન્શિયલ પ્લોટ 921 વાર મહાલક્ષ્મી ક્રોસ રોડ પાસે પાલડી. 9909998637 The Real Estate Connect (666, 809, 810, 861)
classified-ad: વેચવાનો છે ફ્લેટ 3 Bed 205 વાર, અષ્ટમંગલ, આયોજન નગર, પાલડી. 9316739531 (દલાલ માફ) (819, 428, 963, 466)
locality-heading: સી.જી. રોડ (54, 1224, 197, 1243)
classified-ad: વેચવાનો છે ફ્લેટ, 3 બેડ, ફુલ્લી ફર્નિશ્ડ, મકરબા, Akhani Estate- 9737242255 (1126, 934, 1269, 972)
classified-column (815, 247, 968, 2177)
magenta-dot (552, 2189, 563, 2200)
classified-column (202, 247, 355, 2177)
cyan-dot (1023, 2189, 1033, 2200)
classified-ad: વેચવાનો છે ફ્લેટ 3 Bed 170 વાર, Furnished કોમલ એન્કલેવ પાસે, પાલડી. 9316739531 (દલાલ માફ) (819, 372, 963, 423)
classified-ad: For Sale Individual Plot 2400 sq yard, TP 204, Makarba 9909998637 The Real Estate Connect (1126, 1019, 1269, 1070)
category-subheading: વેચવાનું છે (360, 1352, 503, 1368)
masthead (49, 61, 1569, 247)
classified-ad: ભાડે આપવાની છે ઓફિસ, 500 ફૂટ, અનુશ્રી કોમ્પ્લેક્ષ, ઉસ્માનપુરા, આશ્રમરોડ- 7016434066 (54, 779, 197, 817)
classified-ad: વેચવાનો છે પ્લોટ 925 વાર, બંગલા લાયક. Tolaknagar Society, પાલડી. 9879551416 (666, 963, 810, 1001)
locality-heading: જીવરાજપાર્ક-વેજલપુર (1126, 387, 1269, 406)
black-dot (1558, 2189, 1569, 2200)
classified-ad: વેચવાનો છે ફ્લેટ 4 B H K, 3942 Sq. ft, ઋષભ એલિગન્ટ જૈનનગર પાલડી 9426011117 (819, 1211, 963, 1249)
color-registration-dots-left (49, 2189, 108, 2200)
classified-ad: ભાડે આપવાની છે ઓફિસ કોર્પોરેટ ટાવર (એલિસ કોર્નરમાં) નંબર- 403, (1159 Square Feet) પરિમલ ક્રોસિંગ પાસે, આંબાવાડી, 7567145095, દલાલ આવકાર્ય. (666, 642, 810, 707)
category-subheading: વેચવાનું છે (54, 274, 197, 291)
classified-ad: વેચવાનો છે ફ્લેટ, 4 બેડ, ફર્નીચર, પ્રહલાદનગર, સેટેલાઈટ. બ્રોકર. 9825292391, 9879292391 (1126, 1426, 1269, 1464)
black-dot (585, 2189, 595, 2200)
classified-ad: વેચવાનો છે ફ્લેટ, ઓર્ચિડ એક્ઝોટિકા, 3 બેડ, 1915 ફૂટ, મકરબા. 9825244966 (1279, 765, 1423, 803)
locality-heading: વાસણા (973, 733, 1116, 752)
category-subheading: જોઈએ છે (666, 359, 810, 376)
classified-ad: ભાડે/ વેચાણ આપવાની છે. જગ્યા 4000 સ્ક્વે. ફીટ, કોમ્પ્લેક્ષ સાથે, શાશ્વત કોમ્પ્લેક્ષ, ગુજરાત કોલેજ સામે, એલિસબ્રીજ- 9825267301 (513, 312, 656, 363)
classified-ad: વેચવાનો છે ફ્લેટ, 2 B H K, ઓપેરા દેરાસર પાસે, પાલડી. વીર પ્રોપર્ટી 9023865421 (819, 512, 963, 550)
classified-ad: વેચવાનો છે 3 લક્ઝુરિયસ ફ્લેટ, 165 વાર. સેટેલાઈટ. 9825029590 (1126, 1270, 1269, 1309)
classified-ad: ભાડે આપવાનો છે ફ્લેટ 2 બેડરૂમ, ફર્નિશ્ડ, જીવરાજ, વાસણા, બ્રોકર- 9925041910 (973, 1500, 1116, 1538)
classified-ad: ભાડે/વેચાણ આપવાનો છે. બંગલો સ્વતંત્ર, શાંતિનગર દેરાસર પાસે, આશ્રમરોડ, ઉસ્માનપુરા ક્રીટીંગ મુખી 9374068730, 9998804975 (54, 863, 197, 915)
classified-ad: વેચવાનો છે બંગલો, 417 વાર પ્લોટ, ઈશ્વર ભુવન પાસે, નવરંગપુરા 9023615521 (360, 248, 503, 286)
classified-ad: વેચવાનો છે બંગલો 450 વાર પ્લોટ ભઠ્ઠા મેરીન રોડ, પાલડી. 9316739531 (દલાલ માફ) (819, 470, 963, 508)
classified-ad: વેચવાનો છે બંગલો, 600 વારનો, પાલડીમાં, Broker. 9327041600, 9974931507, 9664730213 (819, 863, 963, 901)
classified-ad: વેચવાનો છે 2 B H K ફ્લેટ ગ્રાઉન્ડ ફ્લોર સાઉથ ફેસિંગ શ્રેયસ ટેકરા, આંબાવાડી 9824045287 (દલાલ માફ) (513, 952, 656, 1004)
locality-heading: એલીસબ્રીજ (360, 1329, 503, 1348)
classified-ad: વેચવાનો છે ફ્લેટ 3 B H K, 215 વાર, રોડ ફેસીંગ, જૈનનગર, પાલડી. 7878183905. (819, 820, 963, 859)
classified-ad: વેચવાનો છે 3 B H K ફ્લેટ- 1947 Sq Feet, Near Jain Temple, આંબાવાડી- 9510960227 (Owner) (513, 508, 656, 560)
masthead-logo (558, 61, 1124, 245)
classified-ad: For Sale Bungalow, Plot area 425 Var Satellite Broker 9727818868 (1126, 1355, 1269, 1393)
